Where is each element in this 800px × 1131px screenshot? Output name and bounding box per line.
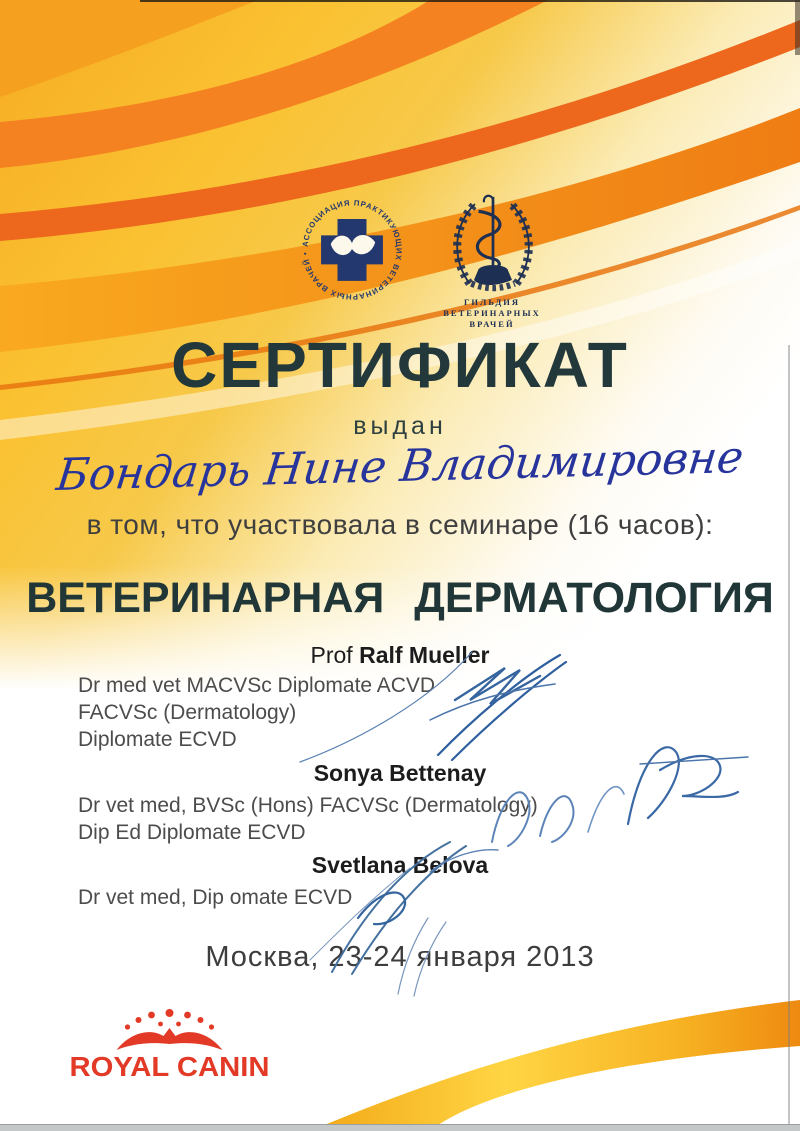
- credential-line: Dip Ed Diplomate ECVD: [78, 821, 306, 844]
- lecturer-name-mueller: Prof Ralf Mueller: [310, 642, 490, 668]
- scan-edge-bottom: [0, 1124, 800, 1131]
- scan-edge-top-right: [795, 0, 800, 55]
- signature-svetlana-belova: [310, 842, 498, 996]
- recipient-handwritten-name: Бондарь Нине Владимировне: [53, 431, 747, 502]
- credential-line: FACVSc (Dermatology): [78, 701, 297, 724]
- scan-edge-top: [140, 0, 800, 2]
- credential-line: Dr vet med, BVSc (Hons) FACVSc (Dermatology): [78, 794, 538, 817]
- scan-edge-right: [788, 345, 790, 1125]
- crown-icon: [117, 1009, 223, 1050]
- lecturer-name-belova: Svetlana Belova: [311, 852, 489, 878]
- seminar-title: ВЕТЕРИНАРНАЯ ДЕРМАТОЛОГИЯ: [26, 574, 774, 622]
- signature-sonya-bettenay: [492, 747, 748, 846]
- lecturer-name-bettenay: Sonya Bettenay: [313, 760, 487, 786]
- credential-line: Dr med vet MACVSc Diplomate ACVD: [78, 674, 436, 697]
- issued-label: выдан: [353, 412, 447, 440]
- location-date: Москва, 23-24 января 2013: [205, 941, 595, 973]
- participation-statement: в том, что участвовала в семинаре (16 часов):: [86, 509, 714, 540]
- credential-line: Dr vet med, Dip omate ECVD: [78, 886, 353, 909]
- signature-ralf-mueller: [300, 652, 566, 762]
- guild-logo-caption: ГИЛЬДИЯ ВЕТЕРИНАРНЫХ ВРАЧЕЙ: [443, 297, 541, 329]
- royal-canin-logo: [62, 1002, 277, 1087]
- royal-canin-wordmark: ROYAL CANIN: [69, 1051, 270, 1082]
- association-ring-text: АССОЦИАЦИЯ ПРАКТИКУЮЩИХ ВЕТЕРИНАРНЫХ ВРАЧЕЙ •: [300, 198, 404, 302]
- certificate-title: СЕРТИФИКАТ: [171, 329, 629, 401]
- credential-line: Diplomate ECVD: [78, 728, 237, 751]
